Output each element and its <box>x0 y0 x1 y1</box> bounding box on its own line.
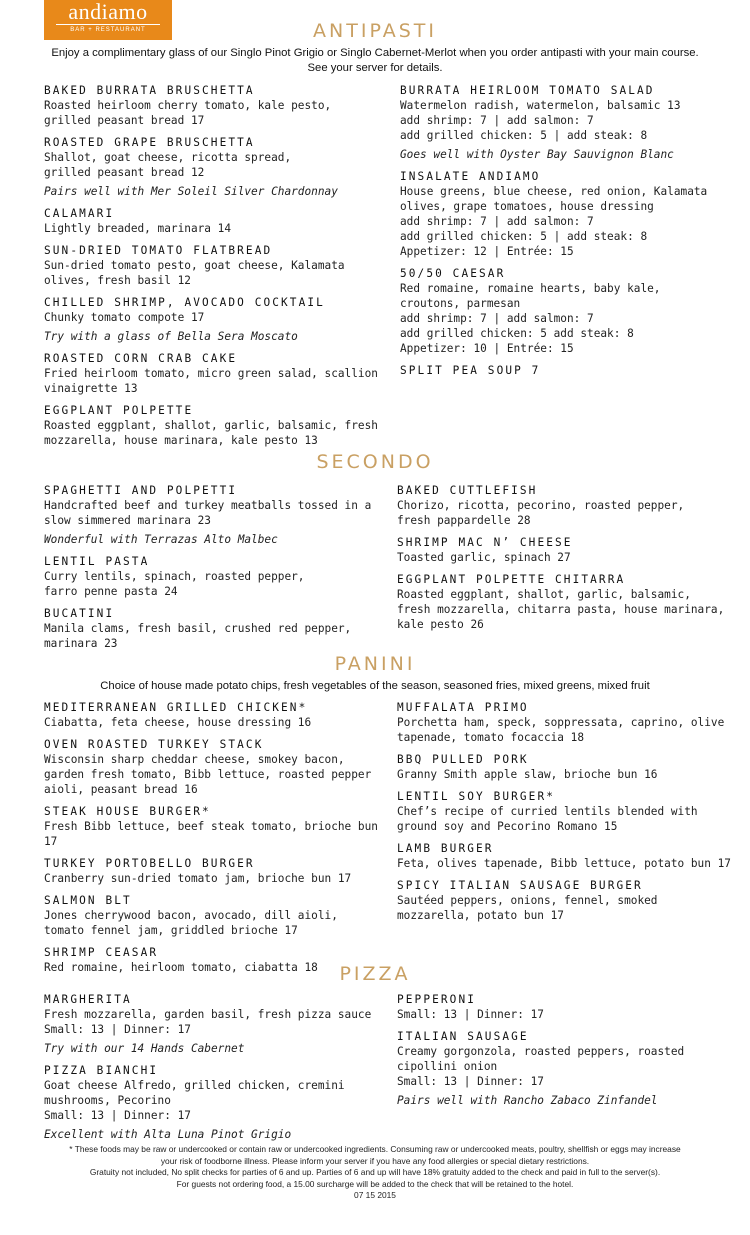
menu-item-description: Jones cherrywood bacon, avocado, dill aioli, tomato fennel jam, griddled brioche 17 <box>44 909 338 937</box>
menu-item-description: Small: 13 | Dinner: 17 <box>397 1008 544 1021</box>
menu-item <box>44 554 384 599</box>
menu-item-description: Feta, olives tapenade, Bibb lettuce, potato bun 17 <box>397 857 731 870</box>
menu-item <box>44 893 389 938</box>
menu-item <box>400 266 740 356</box>
menu-item <box>397 483 742 528</box>
menu-item-name: SHRIMP MAC N’ CHEESE <box>397 536 573 549</box>
menu-item <box>400 169 740 259</box>
menu-item-description: Cranberry sun-dried tomato jam, brioche bun 17 <box>44 872 352 885</box>
menu-item-description: Lightly breaded, marinara 14 <box>44 222 232 235</box>
menu-item-name: SPLIT PEA SOUP 7 <box>400 364 541 377</box>
menu-item <box>44 992 389 1056</box>
menu-item-name: LENTIL PASTA <box>44 555 150 568</box>
menu-item-name: SUN-DRIED TOMATO FLATBREAD <box>44 244 273 257</box>
secondo-left-column <box>44 483 384 651</box>
menu-item-name: SHRIMP CEASAR <box>44 946 159 959</box>
panini-right-column <box>397 700 742 923</box>
menu-item <box>397 789 742 834</box>
menu-item <box>44 206 384 236</box>
menu-item <box>397 700 742 745</box>
menu-item <box>44 856 389 886</box>
menu-item <box>44 804 389 849</box>
footer-disclaimer <box>0 1144 750 1202</box>
menu-item <box>44 700 389 730</box>
menu-item-description: Ciabatta, feta cheese, house dressing 16 <box>44 716 312 729</box>
menu-item <box>397 535 742 565</box>
menu-item-description: Toasted garlic, spinach 27 <box>397 551 571 564</box>
menu-item-description: Red romaine, romaine hearts, baby kale, croutons, parmesan add shrimp: 7 | add salmon: 7 add grilled chicken: 5 add steak: 8 Appetizer: 10 | Entrée: 15 <box>400 282 661 355</box>
footer-line: For guests not ordering food, a 15.00 surcharge will be added to the check that will be retained to the hotel. <box>176 1178 574 1189</box>
menu-item <box>44 483 384 547</box>
menu-item-description: Fresh Bibb lettuce, beef steak tomato, brioche bun 17 <box>44 820 378 848</box>
menu-item <box>397 572 742 632</box>
menu-item <box>44 737 389 797</box>
menu-item-name: PEPPERONI <box>397 993 477 1006</box>
menu-item-name: CHILLED SHRIMP, AVOCADO COCKTAIL <box>44 296 325 309</box>
wine-pairing: Goes well with Oyster Bay Sauvignon Blanc <box>400 148 674 161</box>
menu-item-description: Chef’s recipe of curried lentils blended with ground soy and Pecorino Romano 15 <box>397 805 698 833</box>
menu-item-name: ROASTED GRAPE BRUSCHETTA <box>44 136 255 149</box>
menu-item-description: Roasted eggplant, shallot, garlic, balsamic, fresh mozzarella, chitarra pasta, house marinara, kale pesto 26 <box>397 588 725 631</box>
menu-item <box>400 83 740 162</box>
secondo-heading: SECONDO <box>316 451 434 473</box>
footer-line: your risk of foodborne illness. Please inform your server if you have any food allergies or special dietary restrictions. <box>160 1155 590 1166</box>
menu-item-name: INSALATE ANDIAMO <box>400 170 541 183</box>
menu-item-name: ROASTED CORN CRAB CAKE <box>44 352 238 365</box>
menu-item-description: Porchetta ham, speck, soppressata, caprino, olive tapenade, tomato focaccia 18 <box>397 716 725 744</box>
panini-left-column <box>44 700 389 975</box>
menu-item-description: Shallot, goat cheese, ricotta spread, grilled peasant bread 12 <box>44 151 292 179</box>
antipasti-intro-line-1: Enjoy a complimentary glass of our Singlo Pinot Grigio or Singlo Cabernet-Merlot when you order antipasti with your main course. <box>51 47 699 59</box>
menu-item-description: Roasted heirloom cherry tomato, kale pesto, grilled peasant bread 17 <box>44 99 332 127</box>
wine-pairing: Try with a glass of Bella Sera Moscato <box>44 330 298 343</box>
menu-item-name: SPAGHETTI AND POLPETTI <box>44 484 238 497</box>
menu-item-description: Sun-dried tomato pesto, goat cheese, Kalamata olives, fresh basil 12 <box>44 259 345 287</box>
menu-item-name: MEDITERRANEAN GRILLED CHICKEN* <box>44 701 308 714</box>
pizza-left-column <box>44 992 389 1142</box>
logo-wordmark: andiamo <box>56 1 160 25</box>
menu-item <box>44 1063 389 1142</box>
menu-item <box>44 606 384 651</box>
menu-item-description: Watermelon radish, watermelon, balsamic 13 add shrimp: 7 | add salmon: 7 add grilled chicken: 5 | add steak: 8 <box>400 99 681 142</box>
wine-pairing: Excellent with Alta Luna Pinot Grigio <box>44 1128 292 1141</box>
secondo-right-column <box>397 483 742 632</box>
antipasti-heading: ANTIPASTI <box>313 20 437 42</box>
menu-item-name: BUCATINI <box>44 607 115 620</box>
menu-item <box>400 363 740 378</box>
wine-pairing: Pairs well with Mer Soleil Silver Chardonnay <box>44 185 338 198</box>
menu-item-description: Creamy gorgonzola, roasted peppers, roasted cipollini onion Small: 13 | Dinner: 17 <box>397 1045 685 1088</box>
menu-item-description: House greens, blue cheese, red onion, Kalamata olives, grape tomatoes, house dressing add shrimp: 7 | add salmon: 7 add grilled chicken: 5 | add steak: 8 Appetizer: 12 | Entrée: 15 <box>400 185 708 258</box>
menu-item-description: Goat cheese Alfredo, grilled chicken, cremini mushrooms, Pecorino Small: 13 | Dinner: 17 <box>44 1079 345 1122</box>
footer-line: * These foods may be raw or undercooked or contain raw or undercooked ingredients. Consuming raw or undercooked meats, poultry, shellfish or eggs may increase <box>69 1144 681 1154</box>
menu-item <box>397 1029 742 1108</box>
menu-item <box>44 243 384 288</box>
menu-item-description: Sautéed peppers, onions, fennel, smoked mozzarella, potato bun 17 <box>397 894 658 922</box>
menu-item-name: LENTIL SOY BURGER* <box>397 790 556 803</box>
wine-pairing: Wonderful with Terrazas Alto Malbec <box>44 533 278 546</box>
menu-item <box>44 403 384 448</box>
wine-pairing: Try with our 14 Hands Cabernet <box>44 1042 245 1055</box>
antipasti-left-column <box>44 83 384 448</box>
wine-pairing: Pairs well with Rancho Zabaco Zinfandel <box>397 1094 658 1107</box>
menu-item-name: TURKEY PORTOBELLO BURGER <box>44 857 255 870</box>
menu-item-name: OVEN ROASTED TURKEY STACK <box>44 738 264 751</box>
menu-item-description: Chorizo, ricotta, pecorino, roasted pepper, fresh pappardelle 28 <box>397 499 685 527</box>
menu-item-name: BURRATA HEIRLOOM TOMATO SALAD <box>400 84 655 97</box>
menu-item <box>44 135 384 199</box>
antipasti-right-column <box>400 83 740 378</box>
menu-item-description: Manila clams, fresh basil, crushed red pepper, marinara 23 <box>44 622 352 650</box>
menu-item-name: PIZZA BIANCHI <box>44 1064 159 1077</box>
pizza-right-column <box>397 992 742 1108</box>
menu-item-description: Fresh mozzarella, garden basil, fresh pizza sauce Small: 13 | Dinner: 17 <box>44 1008 372 1036</box>
footer-line: Gratuity not included, No split checks for parties of 6 and up. Parties of 6 and up will have 18% gratuity added to the check and paid in full to the server(s). <box>89 1167 661 1178</box>
menu-item-name: MUFFALATA PRIMO <box>397 701 529 714</box>
menu-item <box>44 295 384 344</box>
logo-subtitle: BAR + RESTAURANT <box>70 27 146 33</box>
menu-item-name: BBQ PULLED PORK <box>397 753 529 766</box>
menu-item-name: SPICY ITALIAN SAUSAGE BURGER <box>397 879 643 892</box>
menu-item <box>397 752 742 782</box>
menu-item-name: ITALIAN SAUSAGE <box>397 1030 529 1043</box>
menu-item-description: Wisconsin sharp cheddar cheese, smokey bacon, garden fresh tomato, Bibb lettuce, roasted pepper aioli, peasant bread 16 <box>44 753 372 796</box>
footer-date: 07 15 2015 <box>354 1190 396 1201</box>
menu-item-description: Roasted eggplant, shallot, garlic, balsamic, fresh mozzarella, house marinara, kale pesto 13 <box>44 419 378 447</box>
menu-item-description: Granny Smith apple slaw, brioche bun 16 <box>397 768 658 781</box>
menu-item <box>44 351 384 396</box>
panini-heading: PANINI <box>334 653 416 675</box>
menu-item-description: Red romaine, heirloom tomato, ciabatta 18 <box>44 961 318 974</box>
menu-item-name: SALMON BLT <box>44 894 132 907</box>
menu-item-name: EGGPLANT POLPETTE CHITARRA <box>397 573 626 586</box>
menu-item-description: Handcrafted beef and turkey meatballs tossed in a slow simmered marinara 23 <box>44 499 372 527</box>
menu-item-name: STEAK HOUSE BURGER* <box>44 805 211 818</box>
menu-item-name: LAMB BURGER <box>397 842 494 855</box>
antipasti-intro-line-2: See your server for details. <box>307 62 443 74</box>
pizza-heading: PIZZA <box>339 963 411 985</box>
menu-item-name: BAKED BURRATA BRUSCHETTA <box>44 84 255 97</box>
menu-item-description: Chunky tomato compote 17 <box>44 311 205 324</box>
menu-item-name: EGGPLANT POLPETTE <box>44 404 194 417</box>
menu-item <box>397 992 742 1022</box>
menu-item <box>397 841 742 871</box>
menu-item-description: Fried heirloom tomato, micro green salad, scallion vinaigrette 13 <box>44 367 378 395</box>
menu-item <box>44 83 384 128</box>
menu-item <box>397 878 742 923</box>
menu-item-name: BAKED CUTTLEFISH <box>397 484 538 497</box>
menu-item-description: Curry lentils, spinach, roasted pepper, farro penne pasta 24 <box>44 570 305 598</box>
menu-item-name: MARGHERITA <box>44 993 132 1006</box>
menu-item-name: 50/50 CAESAR <box>400 267 506 280</box>
menu-item-name: CALAMARI <box>44 207 115 220</box>
panini-intro: Choice of house made potato chips, fresh vegetables of the season, seasoned fries, mixed greens, mixed fruit <box>100 680 650 692</box>
